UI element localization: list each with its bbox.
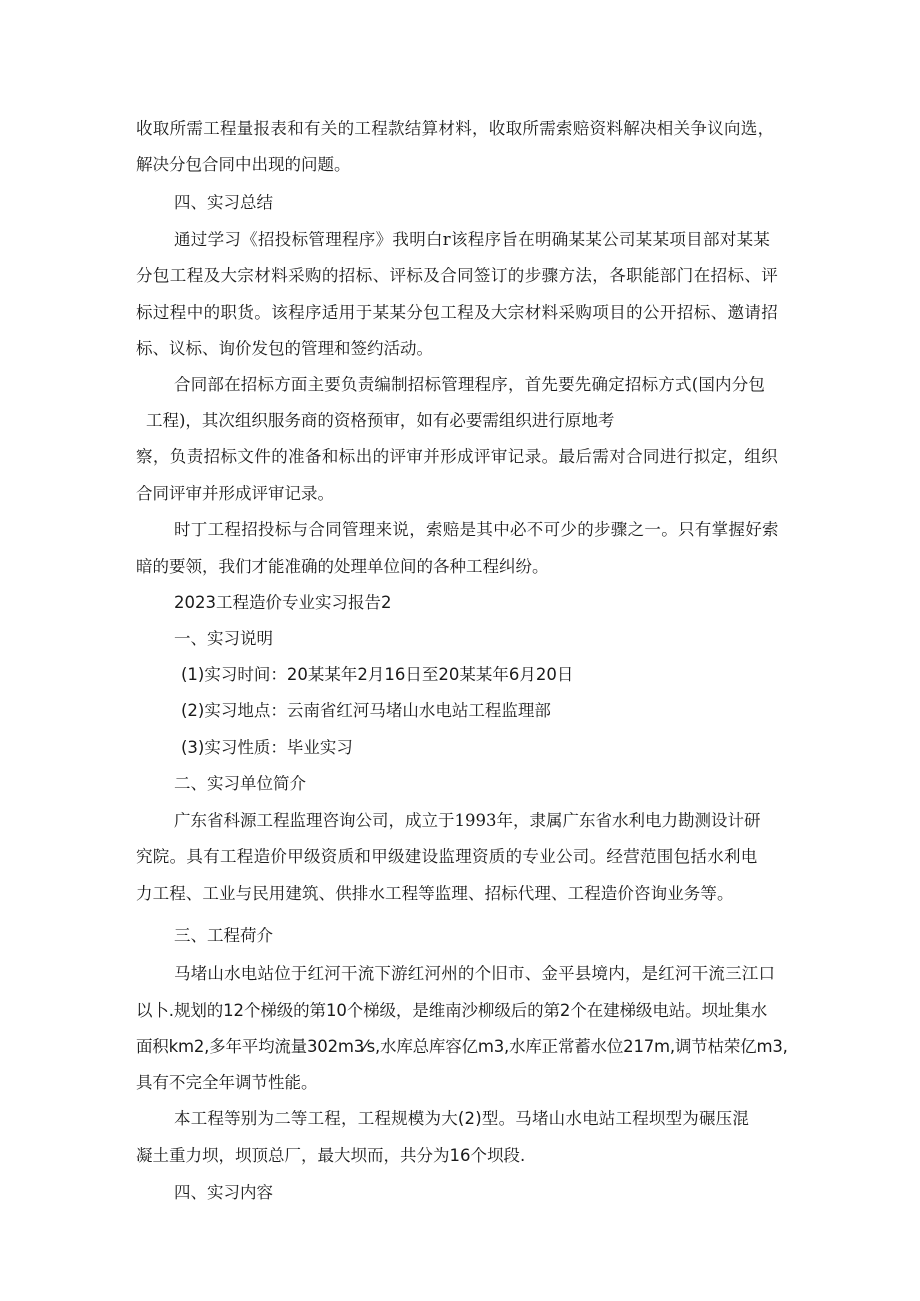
list-item: (3)实习性质：毕业实习 xyxy=(181,738,353,757)
section-heading: 四、实习内容 xyxy=(174,1183,273,1202)
paragraph-line: 暗的要领，我们才能准确的处理单位间的各种工程纠纷。 xyxy=(136,557,549,576)
paragraph-line: 究院。具有工程造价甲级资质和甲级建设监理资质的专业公司。经营范围包括水利电 xyxy=(136,847,758,866)
paragraph-line: 察，负责招标文件的准备和标出的评审并形成评审记录。最后需对合同进行拟定，组织 xyxy=(136,447,779,466)
paragraph-line: 时丁工程招投标与合同管理来说，索赔是其中必不可少的步骤之一。只有掌握好索 xyxy=(174,520,779,539)
paragraph-line: 标、议标、询价发包的管理和签约活动。 xyxy=(136,339,433,358)
list-item: (1)实习时间：20某某年2月16日至20某某年6月20日 xyxy=(181,665,574,684)
section-heading: 二、实习单位简介 xyxy=(174,774,306,793)
paragraph-line: 收取所需工程量报表和有关的工程款结算材料，收取所需索赔资料解决相关争议向选， xyxy=(136,119,775,138)
paragraph-line: 凝土重力坝，坝顶总厂，最大坝而，共分为16个坝段. xyxy=(136,1146,526,1165)
paragraph-line: 分包工程及大宗材料采购的招标、评标及合同签订的步骤方法，各职能部门在招标、评 xyxy=(136,266,779,285)
paragraph-line: 以卜.规划的12个梯级的第10个梯级，是维南沙柳级后的第2个在建梯级电站。坝址集水 xyxy=(136,1001,768,1020)
section-heading: 四、实习总结 xyxy=(174,193,273,212)
section-heading: 三、工程荷介 xyxy=(174,926,273,945)
report-title: 2023工程造价专业实习报告2 xyxy=(174,593,392,612)
paragraph-line: 标过程中的职货。该程序适用于某某分包工程及大宗材料采购项目的公开招标、邀请招 xyxy=(136,303,779,322)
paragraph-line: 工程)，其次组织服务商的资格预审，如有必要需组织进行原地考 xyxy=(146,411,615,430)
paragraph-line: 力工程、工业与民用建筑、供排水工程等监理、招标代理、工程造价咨询业务等。 xyxy=(136,884,734,903)
paragraph-line: 本工程等别为二等工程，工程规模为大(2)型。马堵山水电站工程坝型为碾压混 xyxy=(174,1109,750,1128)
section-heading: 一、实习说明 xyxy=(174,629,273,648)
paragraph-line: 马堵山水电站位于红河干流下游红河州的个旧市、金平县境内，是红河干流三江口 xyxy=(174,964,776,983)
paragraph-line: 合同部在招标方面主要负责编制招标管理程序，首先要先确定招标方式(国内分包 xyxy=(174,375,766,394)
paragraph-line: 解决分包合同中出现的问题。 xyxy=(136,155,351,174)
paragraph-line: 具有不完全年调节性能。 xyxy=(136,1073,318,1092)
paragraph-line: 面积km2,多年平均流量302m3⁄s,水库总库容亿m3,水库正常蓄水位217m,调节枯荣亿m3, xyxy=(136,1037,788,1056)
list-item: (2)实习地点：云南省红河马堵山水电站工程监理部 xyxy=(181,701,551,720)
paragraph-line: 广东省科源工程监理咨询公司，成立于1993年，隶属广东省水利电力勘测设计研 xyxy=(174,811,761,830)
paragraph-line: 合同评审并形成评审记录。 xyxy=(136,484,334,503)
paragraph-line: 通过学习《招投标管理程序》我明白r该程序旨在明确某某公司某某项目部对某某 xyxy=(174,230,771,249)
